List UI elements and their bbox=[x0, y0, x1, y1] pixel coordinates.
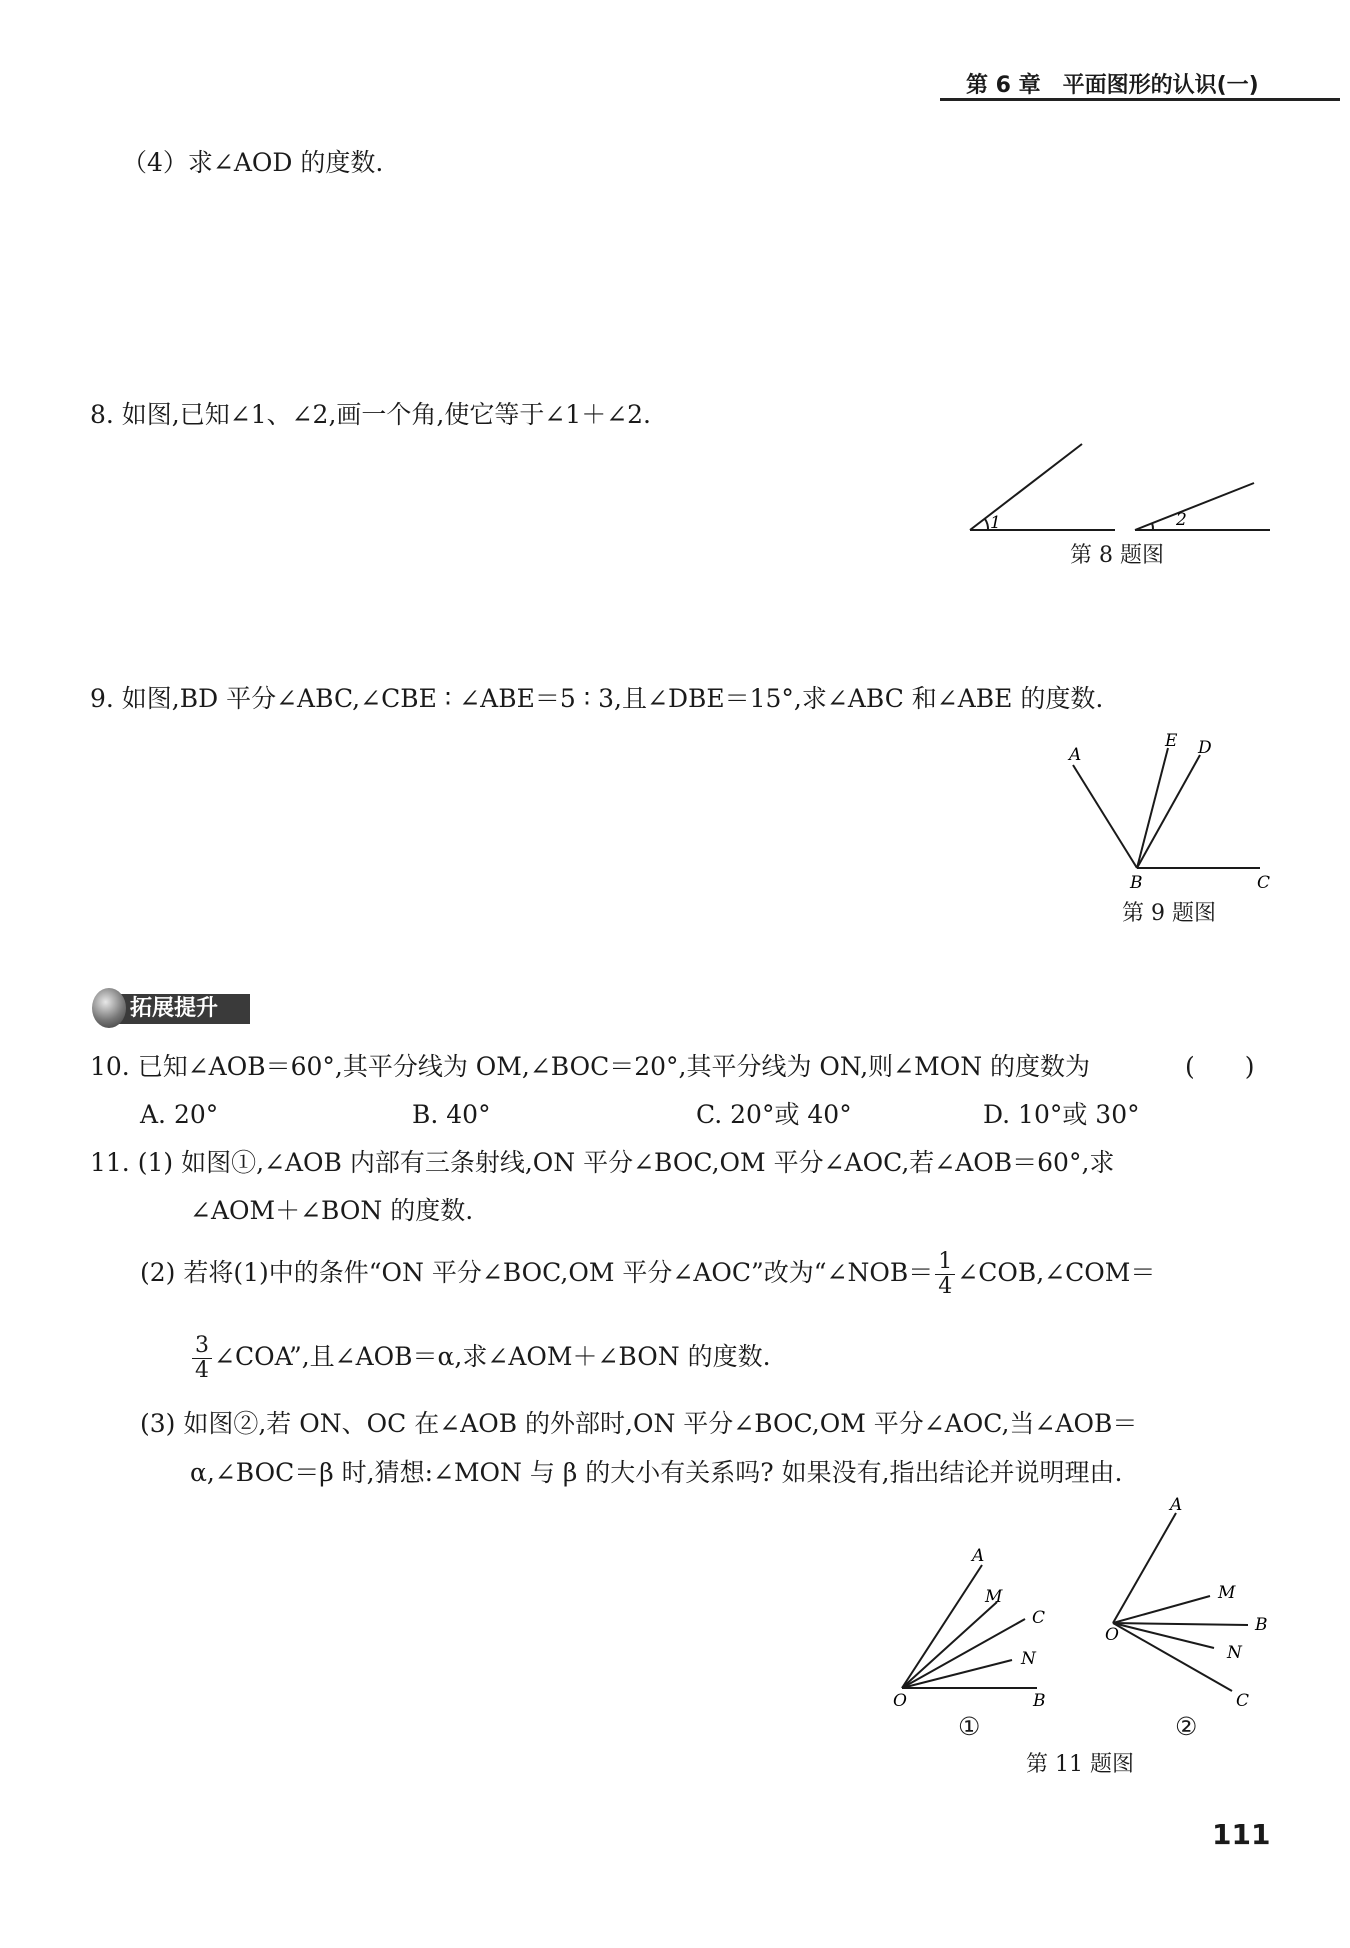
fig1-N-label: N bbox=[1021, 1649, 1036, 1669]
figure-9-caption: 第 9 题图 bbox=[1122, 901, 1216, 926]
header-rule bbox=[940, 98, 1340, 101]
banner-label: 拓展提升 bbox=[130, 996, 219, 1021]
point-B-label: B bbox=[1130, 873, 1143, 893]
figure-11-2-label: ② bbox=[1175, 1712, 1198, 1741]
option-a: A. 20° bbox=[140, 1100, 219, 1129]
part-2-text-c: ∠COA”,且∠AOB＝α,求∠AOM＋∠BON 的度数. bbox=[214, 1342, 771, 1371]
figure-8 bbox=[960, 430, 1280, 540]
figure-11-1-label: ① bbox=[958, 1712, 981, 1741]
fig2-N-label: N bbox=[1227, 1643, 1242, 1663]
fig1-B-label: B bbox=[1033, 1691, 1046, 1711]
chapter-header: 第 6 章 平面图形的认识(一) bbox=[966, 73, 1259, 98]
option-d: D. 10°或 30° bbox=[983, 1100, 1140, 1129]
question-7-part-4: （4）求∠AOD 的度数. bbox=[122, 148, 384, 177]
fraction-three-quarters bbox=[192, 1334, 212, 1383]
figure-11-caption: 第 11 题图 bbox=[1026, 1752, 1134, 1777]
fraction-denominator: 4 bbox=[938, 1274, 953, 1299]
question-9-text: 9. 如图,BD 平分∠ABC,∠CBE ∶ ∠ABE＝5 ∶ 3,且∠DBE＝15°,求∠ABC 和∠ABE 的度数. bbox=[90, 684, 1104, 713]
fig2-O-label: O bbox=[1105, 1625, 1119, 1645]
figure-9 bbox=[1050, 725, 1290, 895]
point-E-label: E bbox=[1165, 731, 1178, 751]
lightbulb-icon bbox=[92, 988, 126, 1028]
question-11-part-3-line-1: (3) 如图②,若 ON、OC 在∠AOB 的外部时,ON 平分∠BOC,OM 平分∠AOC,当∠AOB＝ bbox=[140, 1409, 1138, 1438]
question-11-part-2-line-2 bbox=[190, 1334, 771, 1383]
fig2-B-label: B bbox=[1255, 1615, 1268, 1635]
point-A-label: A bbox=[1069, 745, 1082, 765]
fig1-M-label: M bbox=[985, 1587, 1003, 1607]
question-11-part-2-line-1 bbox=[140, 1250, 1155, 1299]
page-number: 111 bbox=[1212, 1818, 1271, 1851]
section-banner bbox=[92, 988, 252, 1028]
answer-paren: ( ) bbox=[1185, 1052, 1255, 1081]
fraction-denominator: 4 bbox=[195, 1358, 209, 1383]
fig1-O-label: O bbox=[893, 1691, 907, 1711]
angle-2-label: 2 bbox=[1176, 510, 1187, 530]
question-11-part-1-line-2: ∠AOM＋∠BON 的度数. bbox=[190, 1196, 474, 1225]
figure-8-caption: 第 8 题图 bbox=[1070, 543, 1164, 568]
fig1-C-label: C bbox=[1032, 1608, 1046, 1628]
point-C-label: C bbox=[1257, 873, 1271, 893]
fig2-M-label: M bbox=[1218, 1583, 1236, 1603]
angle-1-label: 1 bbox=[990, 513, 1001, 533]
question-8-text: 8. 如图,已知∠1、∠2,画一个角,使它等于∠1＋∠2. bbox=[90, 400, 651, 429]
fraction-numerator: 3 bbox=[192, 1334, 212, 1359]
option-c: C. 20°或 40° bbox=[696, 1100, 852, 1129]
fig2-A-label: A bbox=[1170, 1495, 1183, 1515]
point-D-label: D bbox=[1198, 738, 1212, 758]
question-11-part-1-line-1: 11. (1) 如图①,∠AOB 内部有三条射线,ON 平分∠BOC,OM 平分∠AOC,若∠AOB＝60°,求 bbox=[90, 1148, 1115, 1177]
figure-11-1 bbox=[885, 1535, 1065, 1715]
question-11-part-3-line-2: α,∠BOC＝β 时,猜想:∠MON 与 β 的大小有关系吗? 如果没有,指出结论并说明理由. bbox=[190, 1458, 1123, 1487]
part-2-text-a: (2) 若将(1)中的条件“ON 平分∠BOC,OM 平分∠AOC”改为“∠NOB＝ bbox=[140, 1258, 934, 1287]
option-b: B. 40° bbox=[412, 1100, 491, 1129]
question-10-text: 10. 已知∠AOB＝60°,其平分线为 OM,∠BOC＝20°,其平分线为 ON,则∠MON 的度数为 bbox=[90, 1052, 1091, 1081]
part-2-text-b: ∠COB,∠COM＝ bbox=[957, 1258, 1156, 1287]
fig1-A-label: A bbox=[972, 1546, 985, 1566]
figure-11-2 bbox=[1095, 1495, 1285, 1715]
fig2-C-label: C bbox=[1236, 1691, 1250, 1711]
fraction-numerator: 1 bbox=[935, 1250, 955, 1275]
fraction-one-quarter bbox=[935, 1250, 955, 1299]
